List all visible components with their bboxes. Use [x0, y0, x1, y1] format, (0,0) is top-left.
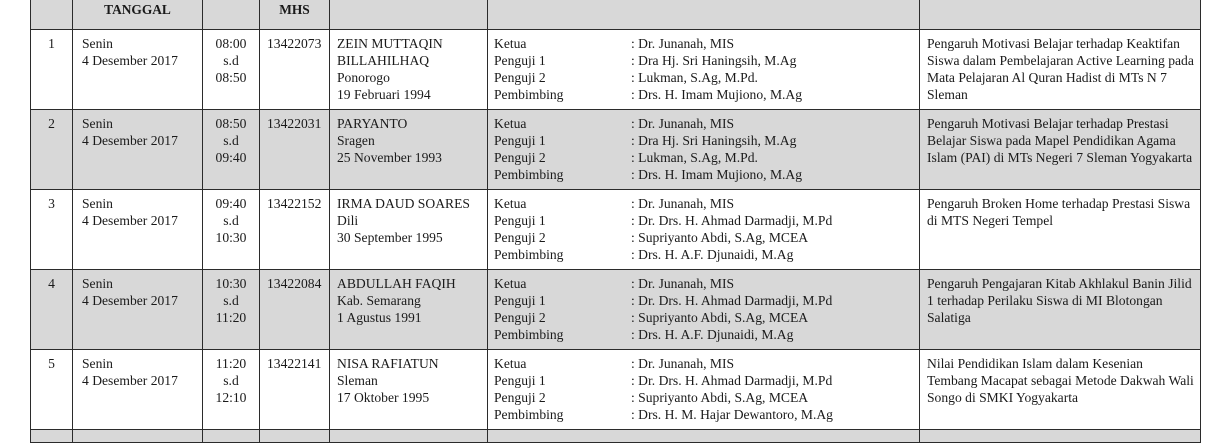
- examiner-role: Penguji 1: [494, 53, 546, 68]
- examiner-role: Penguji 1: [494, 373, 546, 388]
- table-row: [31, 110, 1201, 190]
- partial-cell: [203, 430, 260, 443]
- row-thesis-title-text: Pengaruh Broken Home terhadap Prestasi Siswa di MTS Negeri Tempel: [927, 196, 1191, 228]
- header-mhs: MHS: [260, 0, 330, 30]
- examiner-line: [494, 229, 919, 246]
- table-row: [31, 190, 1201, 270]
- row-date: 4 Desember 2017: [82, 373, 178, 388]
- row-number: 4: [31, 270, 73, 350]
- row-thesis-title: [920, 190, 1201, 270]
- table-row: [31, 350, 1201, 430]
- examiner-line: [494, 166, 919, 183]
- row-nim: 13422152: [260, 190, 330, 270]
- examiner-line: [494, 69, 919, 86]
- row-date-cell: [73, 110, 203, 190]
- partial-cell: [920, 430, 1201, 443]
- examiner-name: : Dr. Junanah, MIS: [631, 356, 735, 371]
- examiner-line: [494, 355, 919, 372]
- examiner-role: Penguji 1: [494, 133, 546, 148]
- examiner-role: Pembimbing: [494, 87, 564, 102]
- row-examiners-cell: [488, 190, 920, 270]
- examiner-role: Ketua: [494, 36, 527, 51]
- row-time-end: 10:30: [215, 230, 247, 245]
- row-student-cell: [330, 190, 488, 270]
- table-row: [31, 270, 1201, 350]
- examiner-line: [494, 292, 919, 309]
- row-number: 2: [31, 110, 73, 190]
- row-date-cell: [73, 270, 203, 350]
- examiner-role: Ketua: [494, 276, 527, 291]
- examiner-name: : Drs. H. Imam Mujiono, M.Ag: [631, 167, 803, 182]
- row-birthdate: 25 November 1993: [337, 150, 442, 165]
- row-time-start: 08:50: [215, 116, 247, 131]
- row-time-sd: s.d: [223, 53, 239, 68]
- row-birthdate: 30 September 1995: [337, 230, 443, 245]
- row-time-cell: [203, 110, 260, 190]
- examiner-line: [494, 149, 919, 166]
- row-date-cell: [73, 30, 203, 110]
- row-birthplace: Sragen: [337, 133, 375, 148]
- row-examiners-cell: [488, 350, 920, 430]
- row-student-cell: [330, 350, 488, 430]
- row-nim: 13422141: [260, 350, 330, 430]
- row-date: 4 Desember 2017: [82, 293, 178, 308]
- examiner-name: : Dr. Drs. H. Ahmad Darmadji, M.Pd: [631, 213, 833, 228]
- row-nim: 13422031: [260, 110, 330, 190]
- examiner-line: [494, 212, 919, 229]
- examiner-name: : Dr. Drs. H. Ahmad Darmadji, M.Pd: [631, 293, 833, 308]
- row-thesis-title: [920, 110, 1201, 190]
- row-student-cell: [330, 30, 488, 110]
- row-day: Senin: [82, 276, 113, 291]
- examiner-name: : Dr. Junanah, MIS: [631, 196, 735, 211]
- header-waktu: [203, 0, 260, 30]
- examiner-name: : Dr. Junanah, MIS: [631, 116, 735, 131]
- examiner-line: [494, 132, 919, 149]
- row-nim: 13422073: [260, 30, 330, 110]
- row-student-name-1: ABDULLAH FAQIH: [337, 276, 456, 291]
- examiner-line: [494, 406, 919, 423]
- row-time-cell: [203, 350, 260, 430]
- row-student-cell: [330, 110, 488, 190]
- examiner-name: : Dra Hj. Sri Haningsih, M.Ag: [631, 53, 797, 68]
- row-day: Senin: [82, 356, 113, 371]
- row-student-name-1: NISA RAFIATUN: [337, 356, 439, 371]
- row-examiners-cell: [488, 30, 920, 110]
- row-date: 4 Desember 2017: [82, 133, 178, 148]
- examiner-line: [494, 86, 919, 103]
- examiner-name: : Lukman, S.Ag, M.Pd.: [631, 150, 758, 165]
- row-date: 4 Desember 2017: [82, 213, 178, 228]
- row-time-end: 11:20: [215, 310, 247, 325]
- examiner-role: Ketua: [494, 356, 527, 371]
- row-time-start: 11:20: [215, 356, 247, 371]
- row-number: 1: [31, 30, 73, 110]
- examiner-line: [494, 195, 919, 212]
- examiner-role: Penguji 1: [494, 213, 546, 228]
- row-date-cell: [73, 190, 203, 270]
- schedule-table: [30, 0, 1201, 443]
- row-thesis-title: [920, 30, 1201, 110]
- examiner-line: [494, 372, 919, 389]
- examiner-role: Pembimbing: [494, 247, 564, 262]
- table-row: [31, 30, 1201, 110]
- examiner-role: Pembimbing: [494, 407, 564, 422]
- row-student-name-2: BILLAHILHAQ: [337, 53, 430, 68]
- row-time-start: 10:30: [215, 276, 247, 291]
- examiner-name: : Drs. H. M. Hajar Dewantoro, M.Ag: [631, 407, 833, 422]
- row-day: Senin: [82, 36, 113, 51]
- row-student-cell: [330, 270, 488, 350]
- schedule-rows: [31, 30, 1201, 443]
- row-thesis-title-text: Pengaruh Pengajaran Kitab Akhlakul Banin Jilid 1 terhadap Perilaku Siswa di MI Blotongan Salatiga: [927, 276, 1192, 325]
- row-time-end: 12:10: [215, 390, 247, 405]
- row-birthplace: Ponorogo: [337, 70, 390, 85]
- examiner-name: : Dr. Junanah, MIS: [631, 36, 735, 51]
- examiner-line: [494, 52, 919, 69]
- row-student-name-1: ZEIN MUTTAQIN: [337, 36, 443, 51]
- examiner-role: Penguji 2: [494, 150, 546, 165]
- row-time-sd: s.d: [223, 213, 239, 228]
- header-tanggal: TANGGAL: [73, 0, 203, 30]
- examiner-line: [494, 326, 919, 343]
- partial-cell: [330, 430, 488, 443]
- header-row: [31, 0, 1201, 30]
- row-number: 3: [31, 190, 73, 270]
- examiner-name: : Dra Hj. Sri Haningsih, M.Ag: [631, 133, 797, 148]
- row-birthplace: Sleman: [337, 373, 378, 388]
- examiner-role: Ketua: [494, 116, 527, 131]
- row-birthplace: Kab. Semarang: [337, 293, 421, 308]
- examiner-name: : Drs. H. Imam Mujiono, M.Ag: [631, 87, 803, 102]
- examiner-role: Penguji 2: [494, 70, 546, 85]
- partial-cell: [260, 430, 330, 443]
- examiner-name: : Lukman, S.Ag, M.Pd.: [631, 70, 758, 85]
- examiner-line: [494, 275, 919, 292]
- row-thesis-title: [920, 350, 1201, 430]
- examiner-name: : Drs. H. A.F. Djunaidi, M.Ag: [631, 327, 794, 342]
- row-day: Senin: [82, 116, 113, 131]
- examiner-name: : Dr. Junanah, MIS: [631, 276, 735, 291]
- row-time-end: 08:50: [215, 70, 247, 85]
- row-student-name-1: IRMA DAUD SOARES: [337, 196, 470, 211]
- examiner-line: [494, 389, 919, 406]
- row-examiners-cell: [488, 270, 920, 350]
- row-time-sd: s.d: [223, 133, 239, 148]
- row-time-end: 09:40: [215, 150, 247, 165]
- examiner-line: [494, 115, 919, 132]
- row-number: 5: [31, 350, 73, 430]
- examiner-line: [494, 246, 919, 263]
- examiner-name: : Drs. H. A.F. Djunaidi, M.Ag: [631, 247, 794, 262]
- examiner-role: Penguji 2: [494, 230, 546, 245]
- examiner-role: Penguji 2: [494, 310, 546, 325]
- partial-cell: [488, 430, 920, 443]
- examiner-line: [494, 309, 919, 326]
- row-thesis-title-text: Pengaruh Motivasi Belajar terhadap Keaktifan Siswa dalam Pembelajaran Active Learning pada Mata Pelajaran Al Quran Hadist di MTs N 7 Sleman: [927, 36, 1194, 102]
- row-birthdate: 19 Februari 1994: [337, 87, 431, 102]
- row-birthplace: Dili: [337, 213, 359, 228]
- examiner-role: Ketua: [494, 196, 527, 211]
- row-time-cell: [203, 190, 260, 270]
- header-penguji: [488, 0, 920, 30]
- examiner-line: [494, 35, 919, 52]
- examiner-name: : Dr. Drs. H. Ahmad Darmadji, M.Pd: [631, 373, 833, 388]
- row-thesis-title-text: Pengaruh Motivasi Belajar terhadap Prestasi Belajar Siswa pada Mapel Pendidikan Agama Islam (PAI) di MTs Negeri 7 Sleman Yogyakarta: [927, 116, 1193, 165]
- header-judul: [920, 0, 1201, 30]
- table-row-partial: [31, 430, 1201, 443]
- row-time-start: 08:00: [215, 36, 247, 51]
- row-thesis-title: [920, 270, 1201, 350]
- header-nama: [330, 0, 488, 30]
- row-thesis-title-text: Nilai Pendidikan Islam dalam Kesenian Tembang Macapat sebagai Metode Dakwah Wali Songo di SMKI Yogyakarta: [927, 356, 1194, 405]
- examiner-role: Penguji 1: [494, 293, 546, 308]
- partial-cell: [31, 430, 73, 443]
- examiner-name: : Supriyanto Abdi, S.Ag, MCEA: [631, 390, 809, 405]
- header-no: [31, 0, 73, 30]
- row-time-start: 09:40: [215, 196, 247, 211]
- partial-cell: [73, 430, 203, 443]
- row-time-sd: s.d: [223, 373, 239, 388]
- examiner-role: Penguji 2: [494, 390, 546, 405]
- row-examiners-cell: [488, 110, 920, 190]
- row-nim: 13422084: [260, 270, 330, 350]
- row-day: Senin: [82, 196, 113, 211]
- row-time-sd: s.d: [223, 293, 239, 308]
- row-student-name-1: PARYANTO: [337, 116, 408, 131]
- examiner-role: Pembimbing: [494, 327, 564, 342]
- row-birthdate: 1 Agustus 1991: [337, 310, 422, 325]
- row-time-cell: [203, 270, 260, 350]
- row-time-cell: [203, 30, 260, 110]
- examiner-name: : Supriyanto Abdi, S.Ag, MCEA: [631, 310, 809, 325]
- row-birthdate: 17 Oktober 1995: [337, 390, 430, 405]
- row-date: 4 Desember 2017: [82, 53, 178, 68]
- row-date-cell: [73, 350, 203, 430]
- examiner-name: : Supriyanto Abdi, S.Ag, MCEA: [631, 230, 809, 245]
- examiner-role: Pembimbing: [494, 167, 564, 182]
